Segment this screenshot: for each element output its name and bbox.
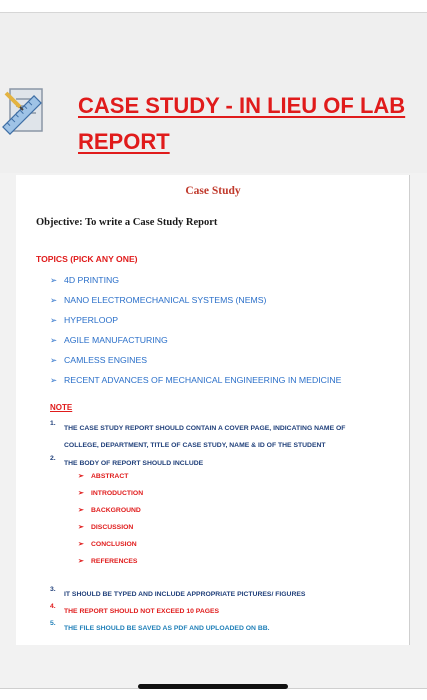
note-text: THE BODY OF REPORT SHOULD INCLUDE bbox=[64, 460, 204, 467]
list-item bbox=[50, 355, 341, 375]
topic-label: 4D PRINTING bbox=[64, 275, 120, 285]
note-number: 4. bbox=[50, 603, 56, 610]
topic-label: CAMLESS ENGINES bbox=[64, 355, 148, 365]
section-label: DISCUSSION bbox=[91, 524, 134, 531]
section-label: ABSTRACT bbox=[91, 473, 129, 480]
post-header bbox=[0, 13, 427, 173]
list-item bbox=[78, 506, 143, 523]
arrow-bullet-icon: ➢ bbox=[78, 558, 84, 565]
note-text: IT SHOULD BE TYPED AND INCLUDE APPROPRIATE PICTURES/ FIGURES bbox=[64, 591, 306, 598]
list-item bbox=[78, 557, 143, 574]
arrow-bullet-icon: ➢ bbox=[78, 524, 84, 531]
home-indicator[interactable] bbox=[138, 684, 288, 689]
note-number: 1. bbox=[50, 420, 56, 427]
arrow-bullet-icon: ➢ bbox=[78, 541, 84, 548]
note-text: THE REPORT SHOULD NOT EXCEED 10 PAGES bbox=[64, 608, 220, 615]
note-number: 3. bbox=[50, 586, 56, 593]
list-item bbox=[50, 315, 341, 335]
section-label: REFERENCES bbox=[91, 558, 138, 565]
topic-label: AGILE MANUFACTURING bbox=[64, 335, 168, 345]
page-title: CASE STUDY - IN LIEU OF LAB REPORT bbox=[78, 93, 406, 154]
topic-label: RECENT ADVANCES OF MECHANICAL ENGINEERING IN MEDICINE bbox=[64, 375, 342, 385]
note-line: THE CASE STUDY REPORT SHOULD CONTAIN A COVER PAGE, INDICATING NAME OF bbox=[64, 425, 346, 432]
page-edge bbox=[409, 175, 410, 645]
arrow-bullet-icon: ➢ bbox=[50, 315, 58, 325]
note-text: THE FILE SHOULD BE SAVED AS PDF AND UPLOADED ON BB. bbox=[64, 625, 270, 632]
arrow-bullet-icon: ➢ bbox=[50, 375, 58, 385]
arrow-bullet-icon: ➢ bbox=[50, 335, 58, 345]
list-item bbox=[50, 335, 341, 355]
arrow-bullet-icon: ➢ bbox=[78, 473, 84, 480]
list-item bbox=[78, 540, 143, 557]
report-sections-list bbox=[78, 472, 143, 574]
list-item bbox=[78, 472, 143, 489]
note-heading: NOTE bbox=[50, 403, 73, 412]
arrow-bullet-icon: ➢ bbox=[78, 507, 84, 514]
topic-label: NANO ELECTROMECHANICAL SYSTEMS (NEMS) bbox=[64, 295, 267, 305]
section-label: BACKGROUND bbox=[91, 507, 141, 514]
top-strip bbox=[0, 0, 427, 12]
arrow-bullet-icon: ➢ bbox=[50, 275, 58, 285]
list-item bbox=[78, 489, 143, 506]
objective-text: Objective: To write a Case Study Report bbox=[36, 217, 218, 228]
topics-list bbox=[50, 275, 341, 395]
topics-heading: TOPICS (PICK ANY ONE) bbox=[36, 254, 138, 264]
topic-label: HYPERLOOP bbox=[64, 315, 119, 325]
list-item bbox=[78, 523, 143, 540]
note-number: 5. bbox=[50, 620, 56, 627]
list-item bbox=[50, 275, 341, 295]
note-line: COLLEGE, DEPARTMENT, TITLE OF CASE STUDY, NAME & ID OF THE STUDENT bbox=[64, 442, 326, 449]
arrow-bullet-icon: ➢ bbox=[78, 490, 84, 497]
list-item bbox=[50, 375, 341, 395]
document-heading: Case Study bbox=[185, 185, 241, 197]
section-label: CONCLUSION bbox=[91, 541, 137, 548]
section-label: INTRODUCTION bbox=[91, 490, 144, 497]
document-page bbox=[16, 175, 410, 645]
note-number: 2. bbox=[50, 455, 56, 462]
arrow-bullet-icon: ➢ bbox=[50, 295, 58, 305]
bottom-bar bbox=[0, 689, 427, 700]
document-ruler-icon bbox=[0, 81, 50, 141]
list-item bbox=[50, 295, 341, 315]
arrow-bullet-icon: ➢ bbox=[50, 355, 58, 365]
